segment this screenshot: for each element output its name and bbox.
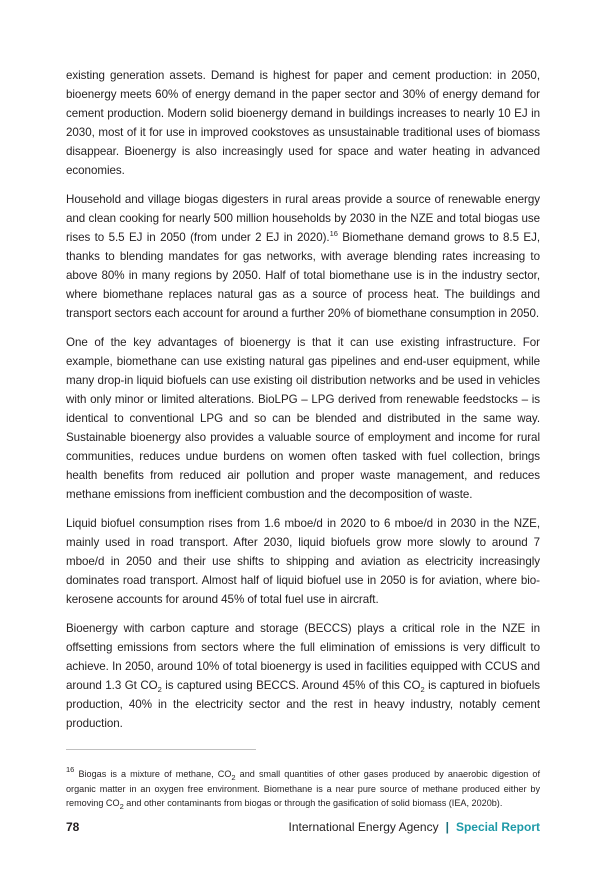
paragraph-5-text-c: is captured in biofuels production, 40% in the electricity sector and the rest in heavy industry, notably cement production. [66, 679, 540, 730]
paragraph-1-text: existing generation assets. Demand is highest for paper and cement production: in 2050, bioenergy meets 60% of energy demand in the paper sector and 30% of energy demand for cement production. Modern solid bioenergy demand in buildings increases to nearly 10 EJ in 2030, most of it for use in improved cookstoves as unsustainable traditional uses of biomass disappear. Bioenergy is also increasingly used for space and water heating in advanced economies. [66, 69, 540, 177]
paragraph-5-text-a: Bioenergy with carbon capture and storage (BECCS) plays a critical role in the NZE in offsetting emissions from sectors where the full elimination of emissions is very difficult to achieve. In 2050, around 10% of total bioenergy is used in facilities equipped with CCUS and around 1.3 Gt CO [66, 622, 540, 692]
paragraph-4-text: Liquid biofuel consumption rises from 1.6 mboe/d in 2020 to 6 mboe/d in 2030 in the NZE, mainly used in road transport. After 2030, liquid biofuels grow more slowly to around 7 mboe/d in 2050 and their use shifts to shipping and aviation as electricity increasingly dominates road transport. Almost half of liquid biofuel use in 2050 is for aviation, where bio-kerosene accounts for around 45% of total fuel use in aircraft. [66, 517, 540, 606]
paragraph-3 [66, 333, 540, 504]
paragraph-4 [66, 514, 540, 609]
paragraph-2 [66, 190, 540, 323]
paragraph-5 [66, 619, 540, 733]
organization-name: International Energy Agency [288, 820, 439, 834]
co2-subscript: 2 [157, 685, 162, 694]
footer-separator: | [445, 820, 449, 834]
page-footer [66, 820, 540, 838]
footnote-reference[interactable]: 16 [329, 229, 338, 238]
footnote-text-b: and small quantities of other gases produced by anaerobic digestion of organic matter in an oxygen free environment. Biomethane is a near pure source of methane produced either by removing CO [66, 769, 540, 809]
footnote-text-c: and other contaminants from biogas or through the gasification of solid biomass (IEA, 2020b). [123, 798, 503, 809]
footnote-marker: 16 [66, 765, 75, 774]
paragraph-3-text: One of the key advantages of bioenergy is that it can use existing infrastructure. For example, biomethane can use existing natural gas pipelines and end-user equipment, while many drop-in liquid biofuels can use existing oil distribution networks and be used in vehicles with only minor or limited alterations. BioLPG – LPG derived from renewable feedstocks – is identical to conventional LPG and so can be blended and distributed in the same way. Sustainable bioenergy also provides a valuable source of employment and income for rural communities, reduces undue burdens on women often tasked with fuel collection, brings health benefits from reduced air pollution and proper waste management, and reduces methane emissions from inefficient combustion and the decomposition of waste. [66, 336, 540, 501]
footnote-divider [66, 749, 256, 750]
body-text [66, 66, 540, 743]
footnote [66, 767, 540, 811]
co2-subscript: 2 [119, 802, 124, 812]
paragraph-1 [66, 66, 540, 180]
paragraph-2-text-a: Household and village biogas digesters in rural areas provide a source of renewable energy and clean cooking for nearly 500 million households by 2030 in the NZE and total biogas use rises to 5.5 EJ in 2050 (from under 2 EJ in 2020). [66, 193, 540, 244]
footer-title [289, 820, 541, 834]
report-label: Special Report [455, 820, 540, 834]
footnote-text-a: Biogas is a mixture of methane, CO [74, 769, 232, 779]
page-number: 78 [66, 820, 80, 834]
paragraph-2-text-b: Biomethane demand grows to 8.5 EJ, thanks to blending mandates for gas networks, with average blending rates increasing to above 80% in many regions by 2050. Half of total biomethane use is in the industry sector, where biomethane replaces natural gas as a source of process heat. The buildings and transport sectors each account for around a further 20% of biomethane consumption in 2050. [66, 231, 541, 320]
co2-subscript: 2 [231, 773, 236, 782]
co2-subscript: 2 [420, 685, 425, 694]
paragraph-5-text-b: is captured using BECCS. Around 45% of this CO [161, 679, 421, 692]
